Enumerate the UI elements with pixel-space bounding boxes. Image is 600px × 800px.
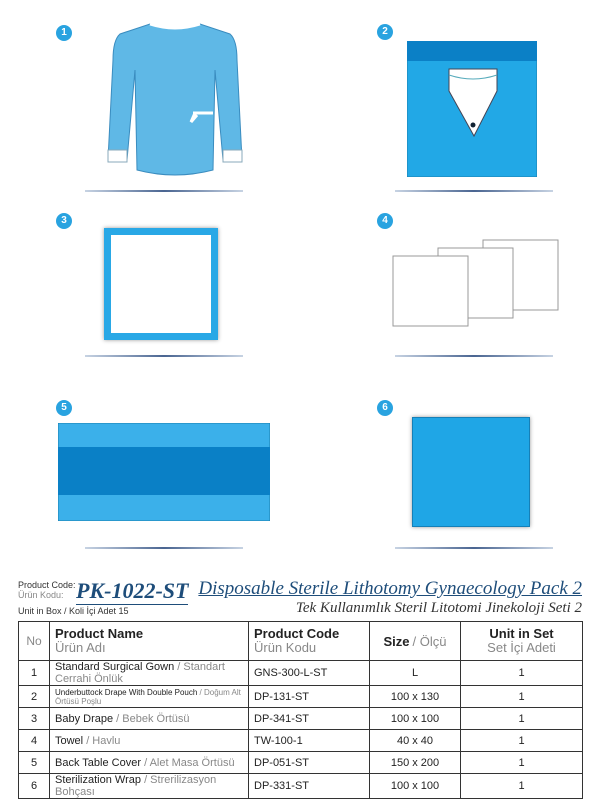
name-tr: Ürün Adı [55, 640, 106, 655]
back-table-cover-image [58, 423, 270, 521]
row-size: 100 x 130 [370, 686, 461, 708]
label-tr: Ürün Kodu: [18, 590, 64, 600]
col-unit [461, 622, 583, 661]
table-row [19, 774, 583, 799]
sterilization-wrap-image [412, 417, 530, 527]
title-en: Disposable Sterile Lithotomy Gynaecology Pack 2 [198, 578, 582, 599]
name-en: Baby Drape [55, 712, 114, 725]
row-code: DP-331-ST [249, 774, 370, 799]
row-size: 150 x 200 [370, 752, 461, 774]
size-tr: / Ölçü [412, 633, 447, 649]
row-name [50, 752, 249, 774]
divider [395, 547, 553, 549]
product-header [18, 578, 582, 618]
name-tr: / Havlu [86, 734, 121, 747]
name-en: Sterilization Wrap [55, 774, 141, 786]
row-no: 6 [19, 774, 50, 799]
col-size [370, 622, 461, 661]
item-number-badge: 4 [377, 213, 393, 229]
code-en: Product Code [254, 626, 340, 641]
item-number-badge: 1 [56, 25, 72, 41]
name-en: Product Name [55, 626, 144, 641]
table-row [19, 730, 583, 752]
towels-image [388, 238, 563, 333]
item-number-badge: 6 [377, 400, 393, 416]
row-unit: 1 [461, 661, 583, 686]
row-name [50, 774, 249, 799]
row-no: 2 [19, 686, 50, 708]
row-unit: 1 [461, 730, 583, 752]
row-no: 3 [19, 708, 50, 730]
item-number-badge: 2 [377, 24, 393, 40]
row-no: 5 [19, 752, 50, 774]
unit-tr: Set İçi Adeti [487, 640, 556, 655]
row-code: GNS-300-L-ST [249, 661, 370, 686]
name-en: Back Table Cover [55, 756, 142, 769]
table-row [19, 708, 583, 730]
table-row [19, 661, 583, 686]
unit-en: Unit in Set [489, 626, 554, 641]
row-size: 100 x 100 [370, 774, 461, 799]
item-number-badge: 5 [56, 400, 72, 416]
row-size: 100 x 100 [370, 708, 461, 730]
row-code: TW-100-1 [249, 730, 370, 752]
product-code-label [18, 580, 76, 600]
divider [85, 547, 243, 549]
row-no: 4 [19, 730, 50, 752]
col-name [50, 622, 249, 661]
unit-in-box: Unit in Box / Koli İçi Adet 15 [18, 606, 129, 616]
row-size: L [370, 661, 461, 686]
row-code: DP-341-ST [249, 708, 370, 730]
row-name [50, 708, 249, 730]
row-code: DP-051-ST [249, 752, 370, 774]
baby-drape-image [104, 228, 218, 340]
row-unit: 1 [461, 686, 583, 708]
table-row [19, 686, 583, 708]
row-unit: 1 [461, 708, 583, 730]
col-no: No [19, 622, 50, 661]
name-en: Standard Surgical Gown [55, 661, 175, 673]
name-en: Underbuttock Drape With Double Pouch [55, 687, 198, 697]
row-name [50, 730, 249, 752]
row-no: 1 [19, 661, 50, 686]
name-tr: / Alet Masa Örtüsü [144, 756, 235, 769]
surgical-gown-image [95, 20, 255, 180]
col-code [249, 622, 370, 661]
product-code: PK-1022-ST [76, 578, 189, 603]
name-tr: / Strerilizasyon Bohçası [55, 774, 217, 798]
divider [395, 355, 553, 357]
name-tr: / Bebek Örtüsü [116, 712, 190, 725]
name-en: Towel [55, 734, 84, 747]
row-code: DP-131-ST [249, 686, 370, 708]
row-size: 40 x 40 [370, 730, 461, 752]
underbuttock-drape-image [407, 41, 537, 177]
table-header-row [19, 622, 583, 661]
product-table [18, 621, 583, 799]
table-row [19, 752, 583, 774]
divider [85, 190, 243, 192]
row-unit: 1 [461, 752, 583, 774]
divider [395, 190, 553, 192]
divider [85, 355, 243, 357]
row-name [50, 661, 249, 686]
item-number-badge: 3 [56, 213, 72, 229]
size-en: Size [383, 633, 410, 649]
label-en: Product Code: [18, 580, 76, 590]
title-tr: Tek Kullanımlık Steril Litotomi Jinekoloji Seti 2 [295, 600, 582, 616]
row-unit: 1 [461, 774, 583, 799]
name-tr: / Doğum Alt Örtüsü Poşlu [55, 687, 241, 706]
row-name [50, 686, 249, 708]
name-tr: / Standart Cerrahi Önlük [55, 661, 225, 685]
code-tr: Ürün Kodu [254, 640, 317, 655]
